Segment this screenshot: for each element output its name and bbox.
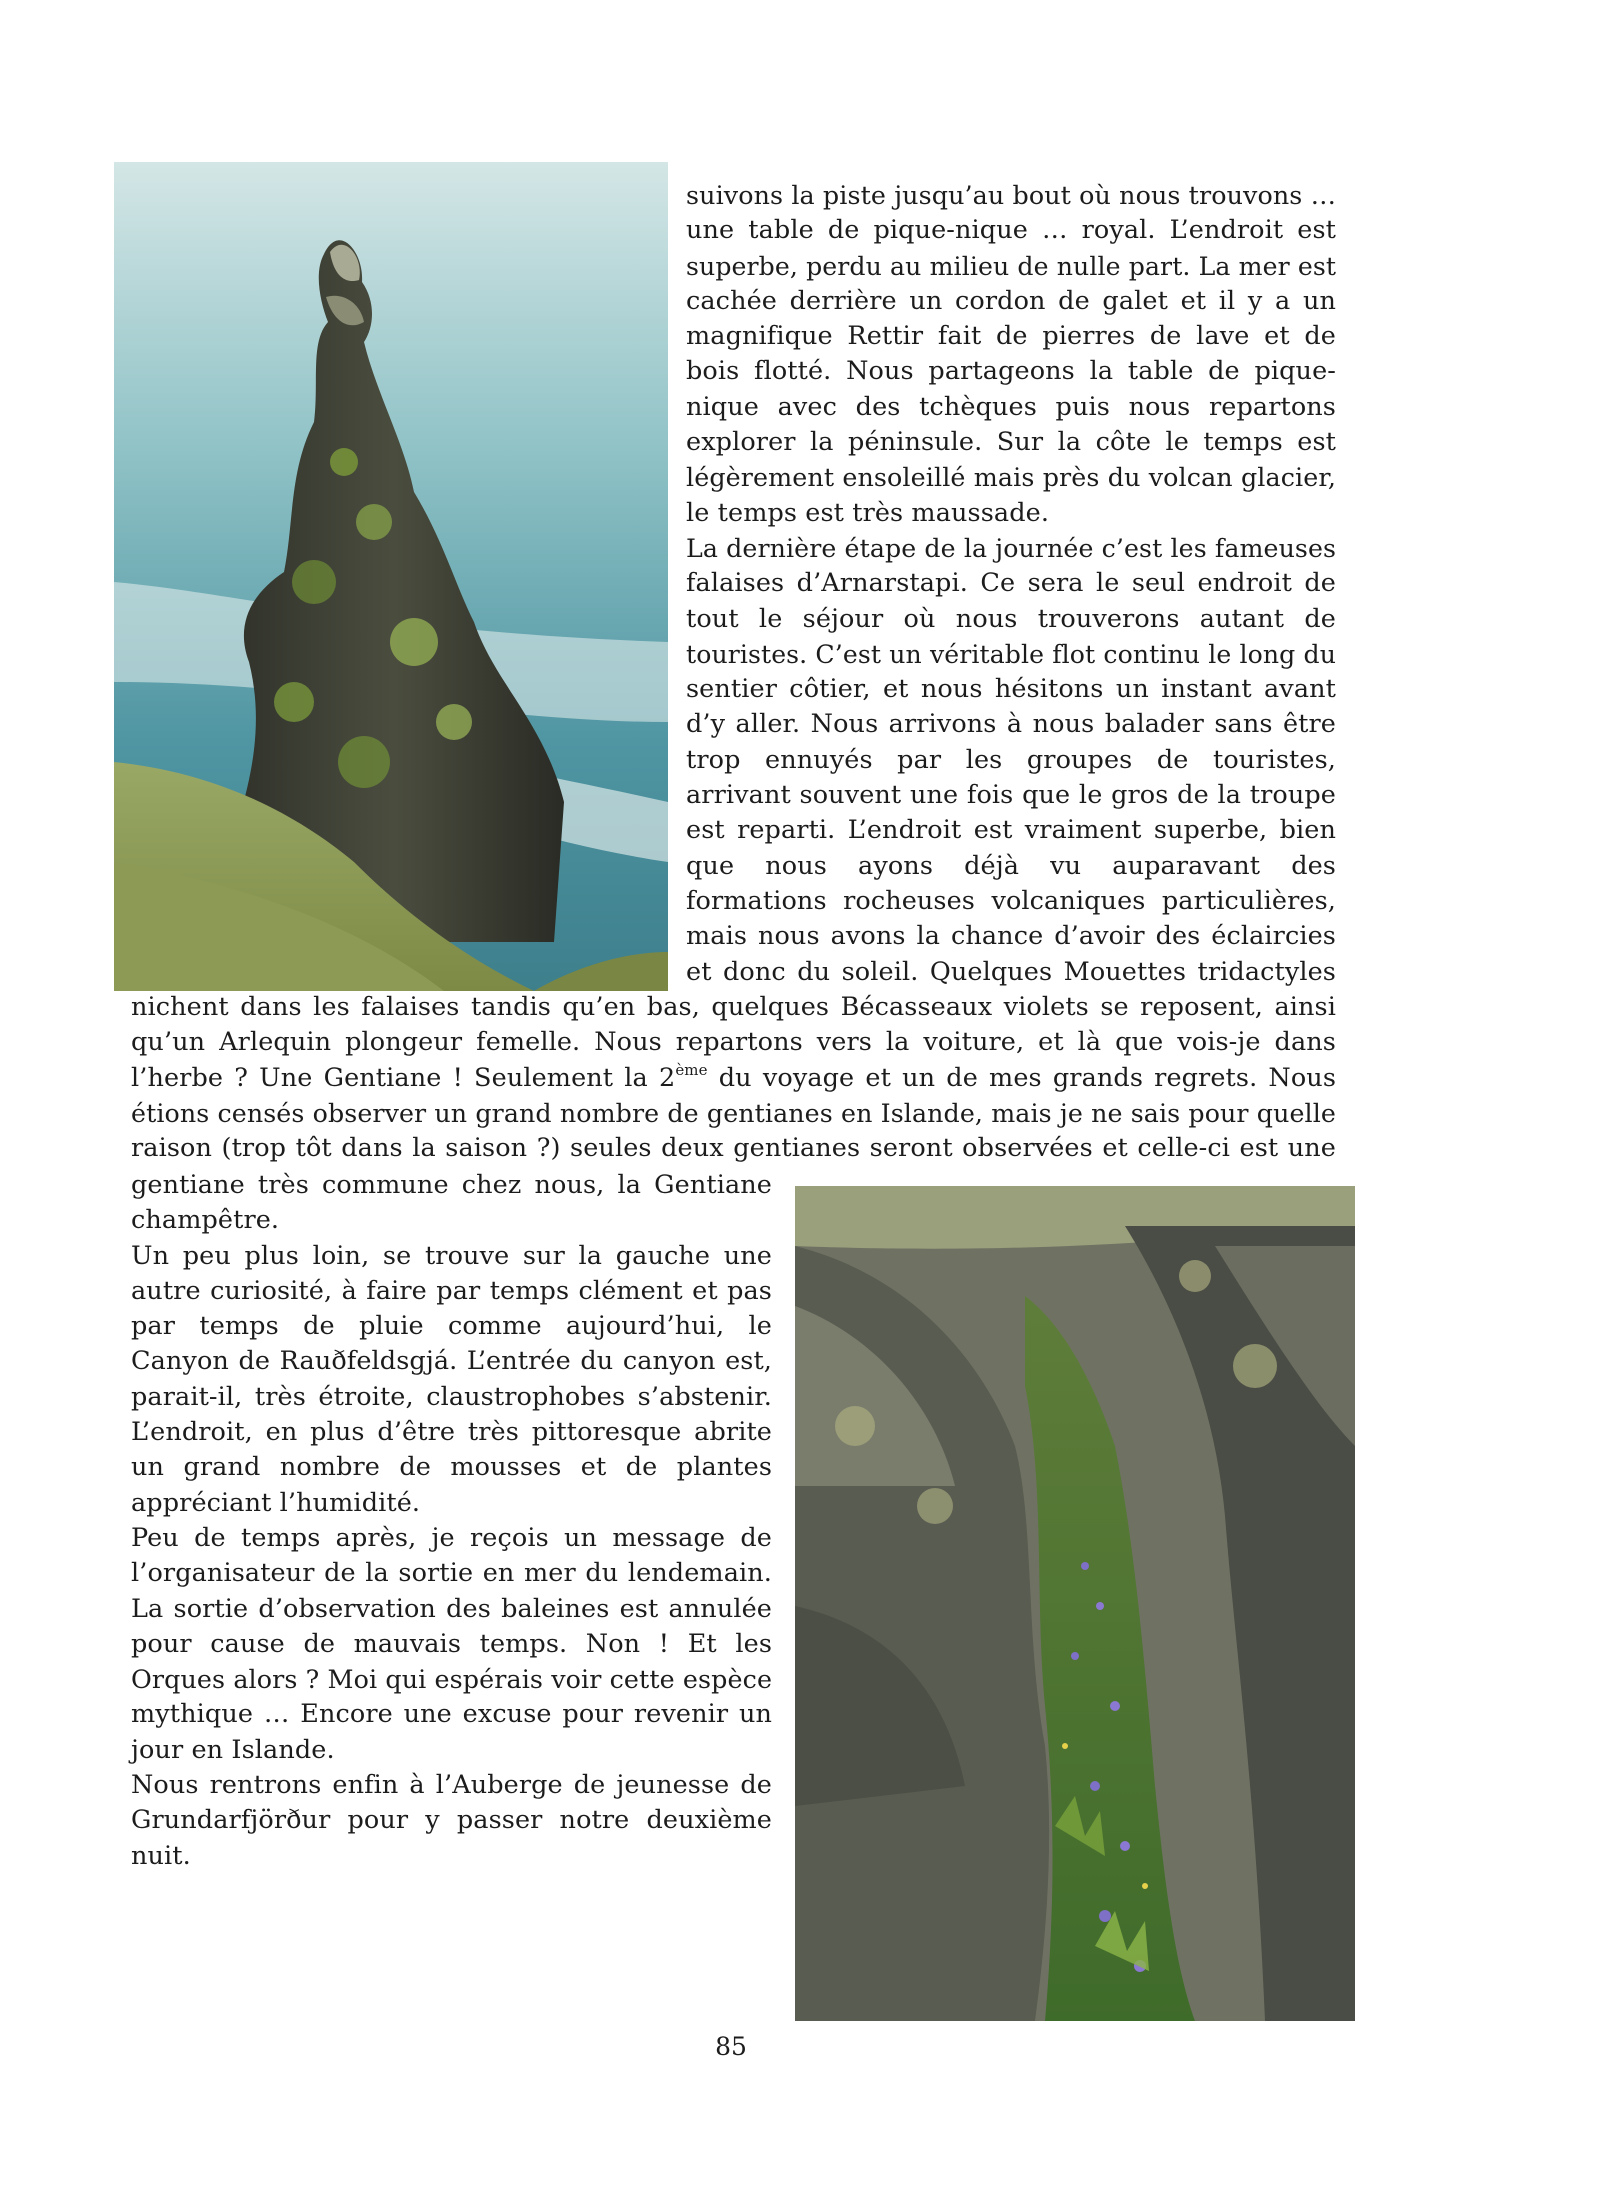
superscript: ème [675,1060,708,1079]
text-line: jour en Islande. [131,1734,335,1765]
text-line: que nous ayons déjà vu auparavant des [686,850,1336,881]
text-line: arrivant souvent une fois que le gros de la troupe [686,780,1336,811]
text-line: étions censés observer un grand nombre de gentianes en Islande, mais je ne sais pour quelle [131,1098,1336,1128]
text-line: autre curiosité, à faire par temps clément et pas [131,1275,772,1306]
text-line: Grundarfjörður pour y passer notre deuxième [131,1805,772,1836]
text-line: et donc du soleil. Quelques Mouettes tridactyles [686,956,1336,987]
text-line: raison (trop tôt dans la saison ?) seules deux gentianes seront observées et celle-ci est une [131,1133,1336,1164]
text-line: Un peu plus loin, se trouve sur la gauche une [131,1240,772,1271]
text-line: touristes. C’est un véritable flot continu le long du [686,639,1336,669]
text-line: nichent dans les falaises tandis qu’en bas, quelques Bécasseaux violets se reposent, ainsi [131,992,1336,1022]
text-line: est reparti. L’endroit est vraiment superbe, bien [686,815,1336,846]
text-full-width [131,990,1336,1166]
text-line: mythique … Encore une excuse pour revenir un [131,1699,772,1730]
canyon-photo [795,1186,1355,2021]
text-line: champêtre. [131,1205,280,1236]
text-line: sentier côtier, et nous hésitons un instant avant [686,674,1336,705]
sea-stack-image [114,162,668,991]
text-line: tout le séjour où nous trouverons autant de [686,603,1336,634]
text-line: cachée derrière un cordon de galet et il y a un [686,285,1336,316]
text-line: un grand nombre de mousses et de plantes [131,1452,772,1483]
text-line: nique avec des tchèques puis nous repartons [686,391,1336,422]
text-line: nuit. [131,1840,191,1871]
text-line: une table de pique-nique … royal. L’endroit est [686,215,1336,246]
text-line: qu’un Arlequin plongeur femelle. Nous repartons vers la voiture, et là que vois-je dans [131,1027,1336,1058]
text-line: magnifique Rettir fait de pierres de lave et de [686,321,1336,352]
text-column-bottom [131,1168,772,1874]
text-line: La sortie d’observation des baleines est annulée [131,1593,772,1624]
text-fragment: du voyage et un de mes grands regrets. Nous [707,1062,1336,1093]
page-number: 85 [715,2032,747,2061]
text-line: L’endroit, en plus d’être très pittoresque abrite [131,1417,772,1448]
text-line: légèrement ensoleillé mais près du volcan glacier, [686,462,1336,493]
text-line: La dernière étape de la journée c’est les fameuses [686,533,1337,563]
text-line: appréciant l’humidité. [131,1487,421,1518]
text-line: parait-il, très étroite, claustrophobes s’abstenir. [131,1381,772,1412]
text-line: trop ennuyés par les groupes de touristes, [686,744,1336,775]
text-line: superbe, perdu au milieu de nulle part. La mer est [686,251,1337,281]
sea-stack-photo [114,162,668,991]
text-line: d’y aller. Nous arrivons à nous balader sans être [686,709,1336,740]
text-line: falaises d’Arnarstapi. Ce sera le seul endroit de [686,568,1336,599]
text-fragment: l’herbe ? Une Gentiane ! Seulement la 2 [131,1062,676,1093]
text-line: par temps de pluie comme aujourd’hui, le [131,1311,772,1342]
text-line: suivons la piste jusqu’au bout où nous trouvons … [686,180,1337,210]
text-line: l’organisateur de la sortie en mer du lendemain. [131,1558,772,1589]
text-line-with-superscript [131,1061,1336,1096]
text-line: pour cause de mauvais temps. Non ! Et les [131,1628,772,1659]
text-line: bois flotté. Nous partageons la table de pique- [686,356,1336,387]
text-line: formations rocheuses volcaniques particulières, [686,885,1336,916]
text-line: mais nous avons la chance d’avoir des éclaircies [686,921,1336,952]
text-line: le temps est très maussade. [686,497,1050,528]
text-line: Nous rentrons enfin à l’Auberge de jeunesse de [131,1770,772,1801]
text-column-top [686,178,1336,990]
text-line: Peu de temps après, je reçois un message de [131,1522,772,1553]
text-line: Orques alors ? Moi qui espérais voir cette espèce [131,1664,773,1695]
canyon-image [795,1186,1355,2021]
text-line: Canyon de Rauðfeldsgjá. L’entrée du canyon est, [131,1346,772,1377]
text-line: explorer la péninsule. Sur la côte le temps est [686,427,1336,458]
text-line: gentiane très commune chez nous, la Gentiane [131,1170,772,1200]
